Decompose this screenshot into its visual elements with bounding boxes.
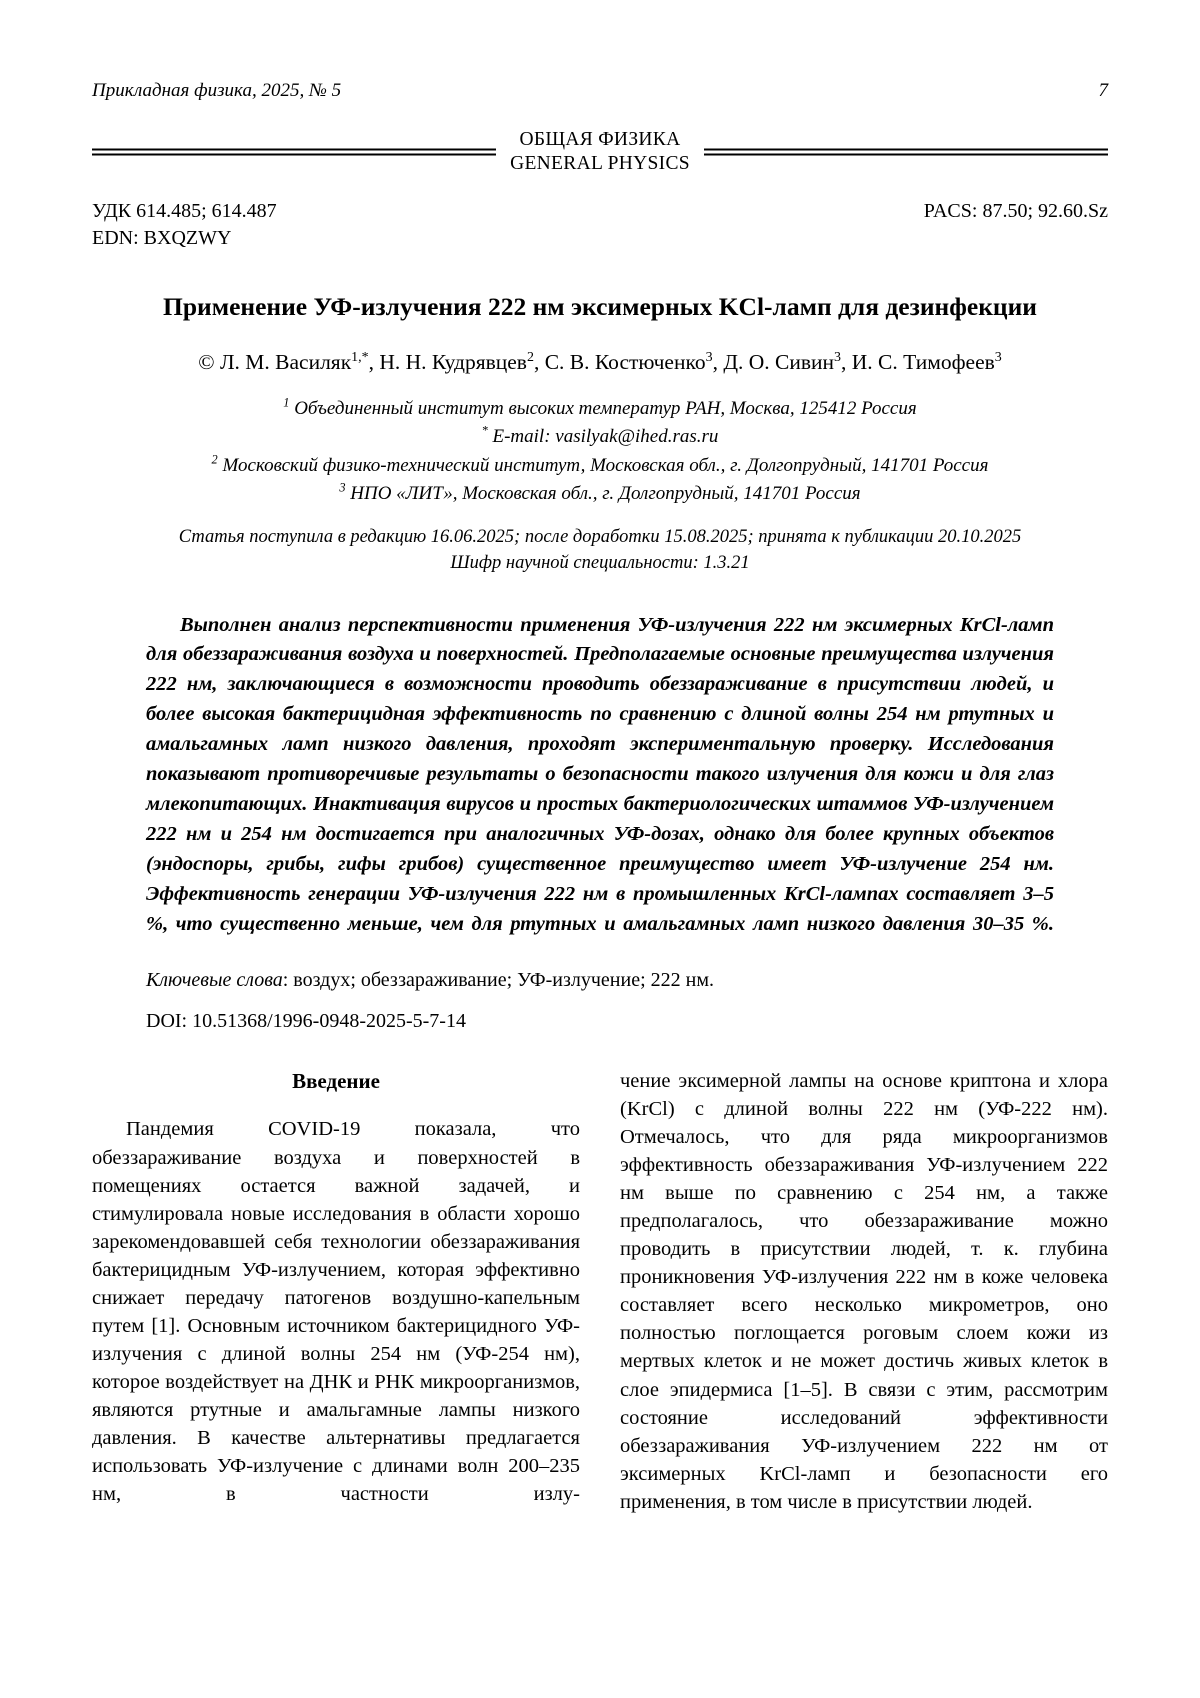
- edn-code: EDN: BXQZWY: [92, 226, 232, 249]
- affiliation-3: $^3$ НПО «ЛИТ», Московская обл., г. Долгопрудный, 141701 Россия: [339, 481, 861, 505]
- section-header-label-ru: ОБЩАЯ ФИЗИКА: [519, 129, 681, 150]
- keywords-label: Ключевые слова: [146, 968, 283, 991]
- affil-marker-star: *: [481, 424, 488, 439]
- affiliation-1: $^1$ Объединенный институт высоких температур РАН, Москва, 125412 Россия: [283, 395, 917, 419]
- page-number: 7: [1098, 80, 1108, 101]
- section-header-label: [496, 128, 704, 176]
- intro-paragraph-left: Пандемия COVID-19 показала, что обеззараживание воздуха и поверхностей в помещениях остается важной задачей, и стимулировала новые исследования в области хорошо зарекомендовавшей себя технологии обеззараживания бактерицидным УФ-излучением, которая эффективно снижает передачу патогенов воздушно-капельным путем [1]. Основным источником бактерицидного УФ-излучения с длиной волны 254 нм (УФ-254 нм), которое воздействует на ДНК и РНК микроорганизмов, являются ртутные и амальгамные лампы низкого давления. В качестве альтернативы предлагается использовать УФ-излучение с длинами волн 200–235 нм, в частности излу-: [92, 1118, 580, 1506]
- intro-paragraph-right: чение эксимерной лампы на основе криптона и хлора (KrCl) с длиной волны 222 нм (УФ-222 нм). Отмечалось, что для ряда микроорганизмов эффективность обеззараживания УФ-излучением 222 нм выше по сравнению с 254 нм, а также предполагалось, что обеззараживание можно проводить в присутствии людей, т. к. глубина проникновения УФ-излучения 222 нм в коже человека составляет всего несколько микрометров, оно полностью поглощается роговым слоем кожи из мертвых клеток и не может достичь живых клеток в слое эпидермиса [1–5]. В связи с этим, рассмотрим состояние исследований эффективности обеззараживания УФ-излучением 222 нм от эксимерных KrCl-ламп и безопасности его применения, в том числе в присутствии людей.: [620, 1069, 1108, 1513]
- pacs-code: PACS: 87.50; 92.60.Sz: [923, 199, 1108, 222]
- article-title: Применение УФ-излучения 222 нм эксимерных KCl-ламп для дезинфекции: [163, 291, 1037, 321]
- affiliation-2: $^2$ Московский физико-технический институт, Московская обл., г. Долгопрудный, 141701 Россия: [211, 452, 989, 476]
- author-list: © Л. М. Василяк$^{1,*}$, Н. Н. Кудрявцев$^2$, С. В. Костюченко$^3$, Д. О. Сивин$^3$, И. С. Тимофеев$^3$: [198, 349, 1002, 374]
- author-affil-marker: 3: [834, 349, 842, 365]
- affil-marker-1: 1: [283, 395, 290, 410]
- doi: DOI: 10.51368/1996-0948-2025-5-7-14: [146, 1009, 466, 1032]
- udc-code: УДК 614.485; 614.487: [92, 199, 277, 222]
- running-head: [92, 80, 1108, 102]
- affil-marker-2: 2: [211, 452, 218, 467]
- keywords-value: : воздух; обеззараживание; УФ-излучение; 222 нм.: [282, 968, 714, 991]
- affiliation-email: * E-mail: vasilyak@ihed.ras.ru: [481, 424, 719, 448]
- heading-introduction: Введение: [292, 1068, 380, 1093]
- abstract: Выполнен анализ перспективности применения УФ-излучения 222 нм эксимерных KrCl-ламп для обеззараживания воздуха и поверхностей. Предполагаемые основные преимущества излучения 222 нм, заключающиеся в возможности проводить обеззараживание в присутствии людей, и более высокая бактерицидная эффективность по сравнению с длиной волны 254 нм ртутных и амальгамных ламп низкого давления, проходят экспериментальную проверку. Исследования показывают противоречивые результаты о безопасности такого излучения для кожи и для глаз млекопитающих. Инактивация вирусов и простых бактериологических штаммов УФ-излучением 222 нм и 254 нм достигается при аналогичных УФ-дозах, однако для более крупных объектов (эндоспоры, грибы, гифы грибов) существенное преимущество имеет УФ-излучение 254 нм. Эффективность генерации УФ-излучения 222 нм в промышленных KrCl-лампах составляет 3–5 %, что существенно меньше, чем для ртутных и амальгамных ламп низкого давления 30–35 %.: [146, 613, 1054, 935]
- running-head-journal: Прикладная физика, 2025, № 5: [92, 80, 342, 101]
- submission-dates-line2: Шифр научной специальности: 1.3.21: [450, 553, 750, 574]
- column-right: [620, 1067, 1108, 1516]
- submission-dates: [92, 524, 1108, 577]
- submission-dates-line1: Статья поступила в редакцию 16.06.2025; после доработки 15.08.2025; принята к публикации 20.10.2025: [178, 526, 1022, 547]
- affiliations: [92, 395, 1108, 508]
- section-header-label-en: GENERAL PHYSICS: [510, 152, 690, 174]
- codes-left: [92, 198, 277, 252]
- author-affil-marker: 2: [526, 349, 534, 365]
- section-header: [92, 128, 1108, 176]
- keywords: [146, 966, 1054, 994]
- author-affil-marker: 1,*: [351, 349, 369, 365]
- column-left: [92, 1067, 580, 1516]
- classification-codes: [92, 198, 1108, 252]
- author-affil-marker: 3: [994, 349, 1002, 365]
- codes-right: [924, 198, 1108, 225]
- author-affil-marker: 3: [705, 349, 713, 365]
- page-content: [92, 80, 1108, 1516]
- affil-marker-3: 3: [339, 481, 346, 496]
- body-columns: [92, 1067, 1108, 1516]
